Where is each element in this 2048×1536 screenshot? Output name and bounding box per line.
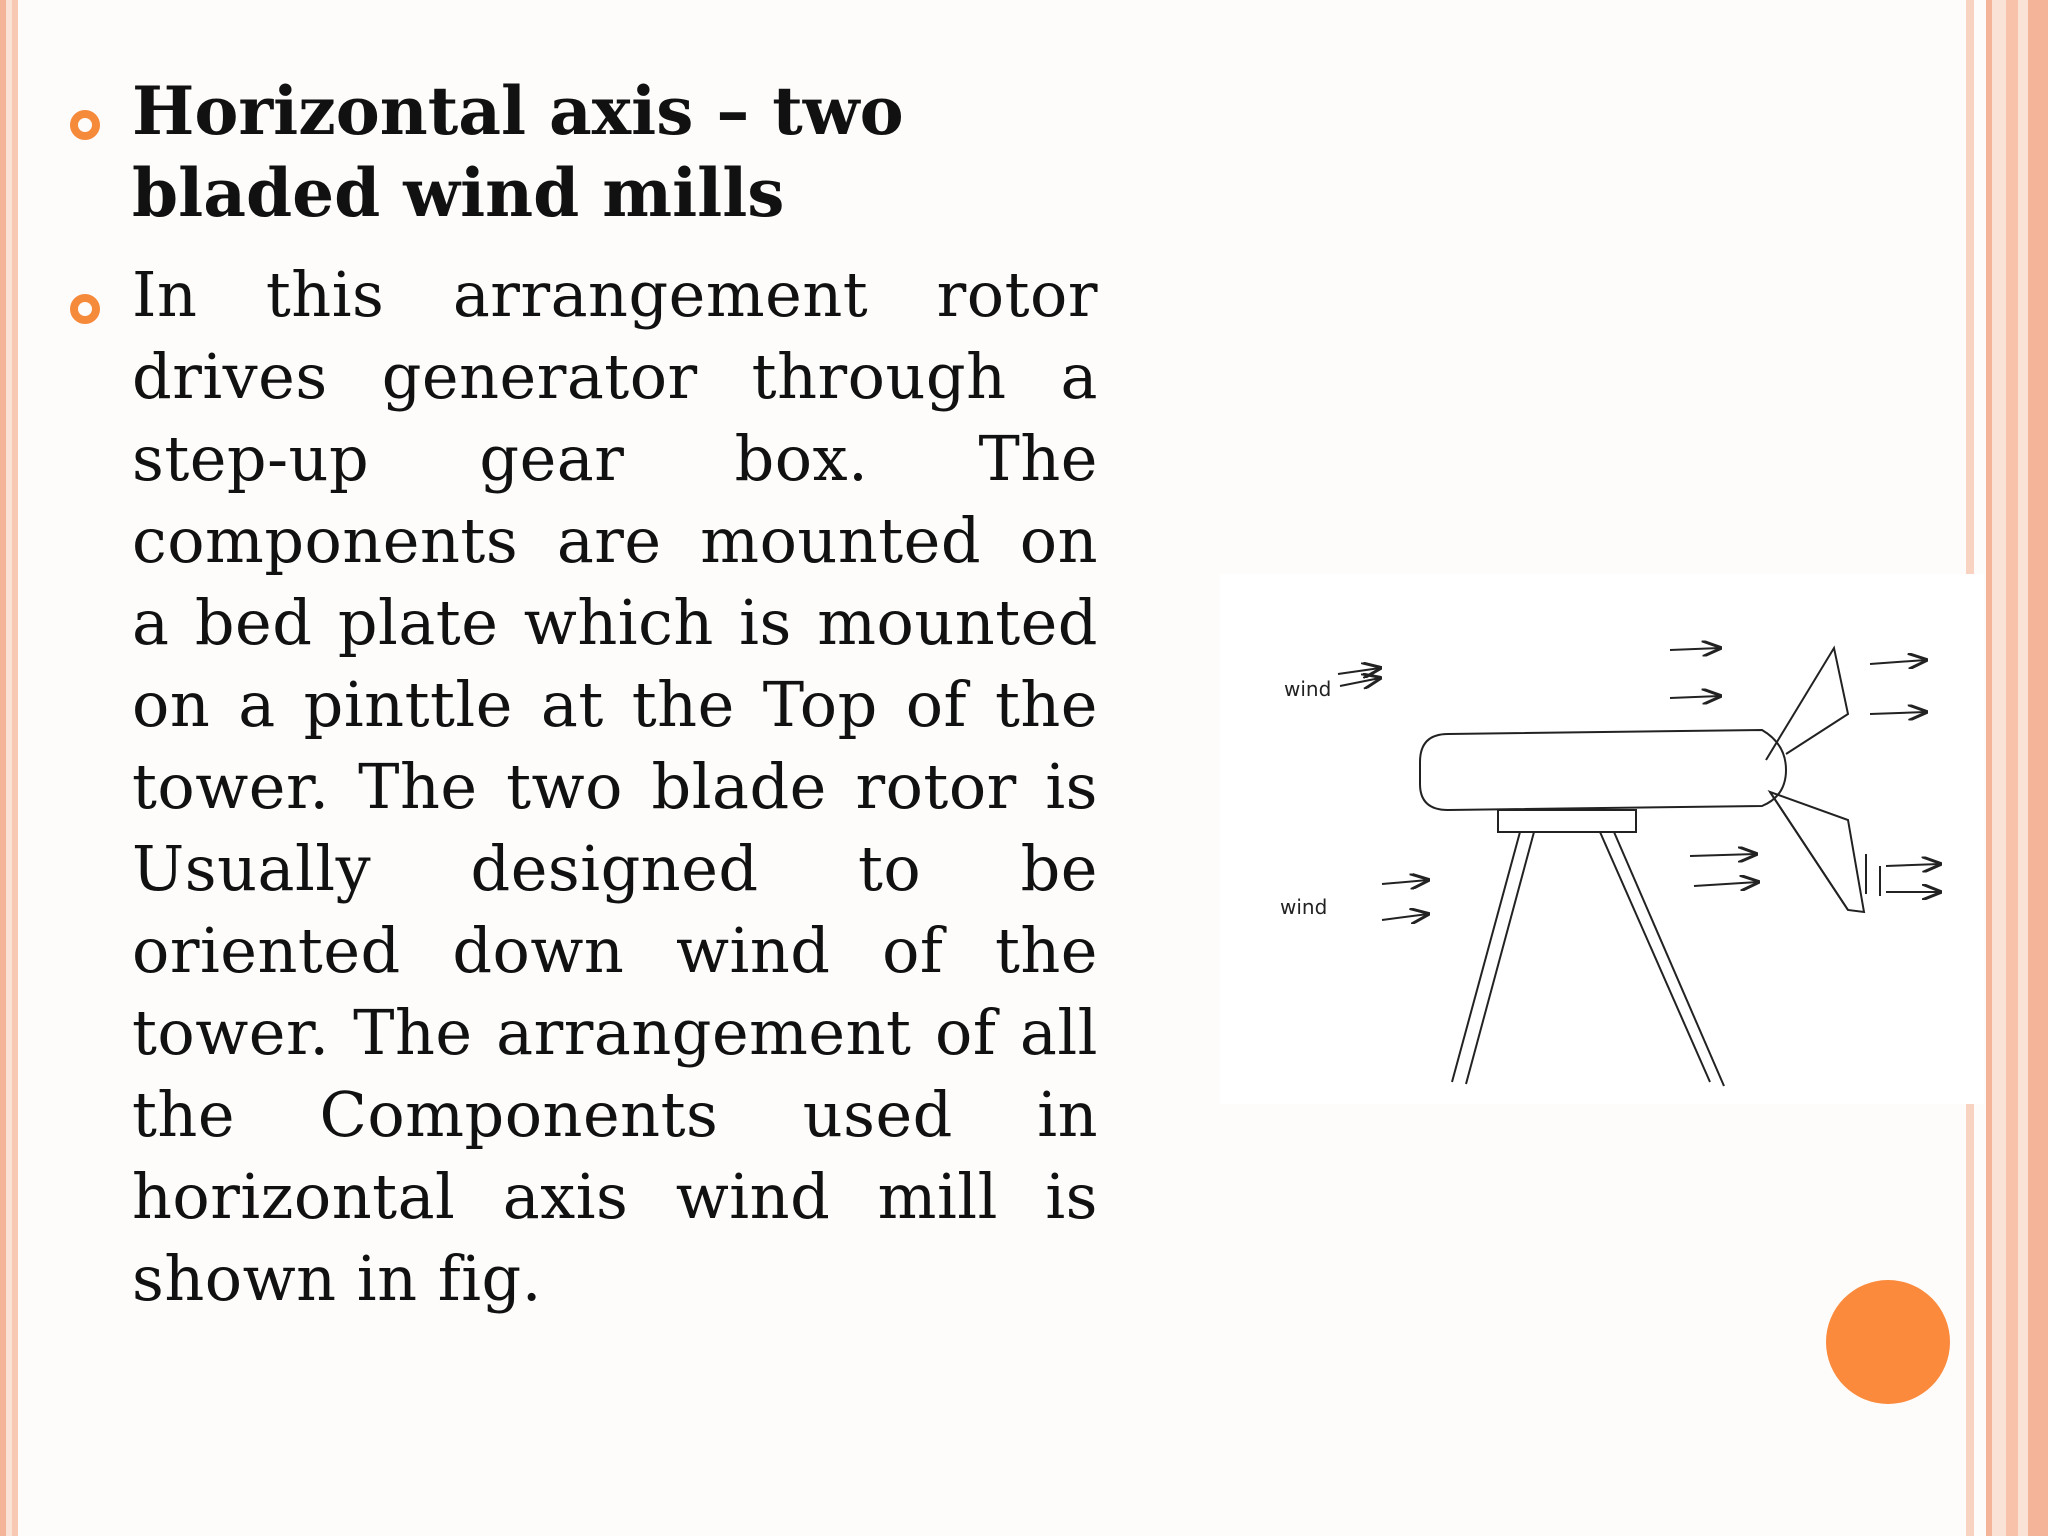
windmill-diagram xyxy=(1220,574,1984,1104)
wind-label-top: wind xyxy=(1284,677,1332,701)
wind-label-bottom: wind xyxy=(1280,895,1328,919)
text-content xyxy=(70,70,1110,1340)
bullet-ring-icon xyxy=(70,110,100,140)
orange-circle-decoration xyxy=(1826,1280,1950,1404)
bullet-item-paragraph xyxy=(70,254,1110,1320)
bullet-item-heading xyxy=(70,70,1110,234)
left-border-decoration xyxy=(0,0,18,1536)
lower-blade-shape xyxy=(1770,792,1864,912)
bullet-ring-icon xyxy=(70,294,100,324)
windmill-drawing xyxy=(1220,574,1984,1104)
nacelle-shape xyxy=(1420,730,1786,810)
slide-paragraph: In this arrangement rotor drives generator through a step-up gear box. The components are mounted on a bed plate which is mounted on a pinttle at the Top of the tower. The two blade rotor is Usually designed to be oriented down wind of the tower. The arrangement of all the Components used in horizontal axis wind mill is shown in fig. xyxy=(132,258,1098,1315)
bed-plate-shape xyxy=(1498,810,1636,832)
slide-heading: Horizontal axis – two bladed wind mills xyxy=(132,72,904,232)
